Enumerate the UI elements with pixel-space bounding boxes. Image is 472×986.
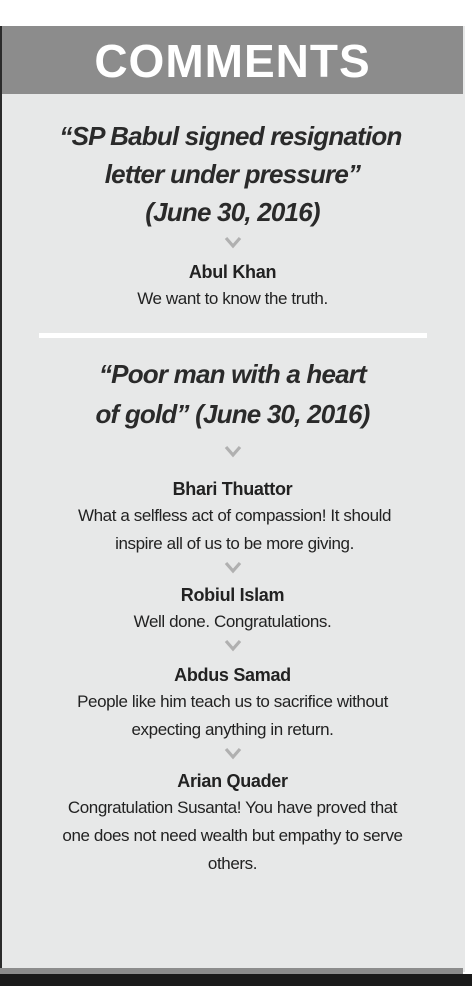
comments-content bbox=[2, 94, 463, 878]
comment-author: Robiul Islam bbox=[180, 585, 285, 605]
headline-line: (June 30, 2016) bbox=[145, 197, 320, 227]
comment-item bbox=[2, 476, 463, 558]
comment-item bbox=[2, 768, 463, 878]
comment-text: Well done. Congratulations. bbox=[133, 612, 332, 631]
comment-text: What a selfless act of compassion! It should inspire all of us to be more giving. bbox=[77, 506, 392, 553]
comment-item bbox=[2, 582, 463, 636]
article-headline bbox=[2, 354, 463, 434]
headline-line: of gold” (June 30, 2016) bbox=[95, 399, 370, 429]
chevron-down-icon bbox=[224, 746, 242, 766]
chevron-down-icon bbox=[224, 638, 242, 658]
chevron-down-icon bbox=[224, 235, 242, 255]
comment-item bbox=[2, 662, 463, 744]
comment-text: We want to know the truth. bbox=[137, 289, 328, 308]
comment-author: Bhari Thuattor bbox=[172, 479, 293, 499]
article-headline bbox=[2, 117, 463, 231]
comment-item bbox=[2, 259, 463, 313]
headline-line: “Poor man with a heart bbox=[98, 359, 366, 389]
chevron-down-icon bbox=[224, 444, 242, 464]
bottom-edge bbox=[0, 974, 472, 986]
comment-section bbox=[2, 338, 463, 878]
comment-text: Congratulation Susanta! You have proved that one does not need wealth but empathy to serve others. bbox=[62, 798, 403, 873]
chevron-down-icon bbox=[224, 560, 242, 580]
comment-author: Abul Khan bbox=[188, 262, 277, 282]
comment-text: People like him teach us to sacrifice without expecting anything in return. bbox=[77, 692, 388, 739]
comment-author: Abdus Samad bbox=[174, 665, 291, 685]
comment-author: Arian Quader bbox=[177, 771, 288, 791]
headline-line: letter under pressure” bbox=[104, 159, 361, 189]
comments-banner: COMMENTS bbox=[2, 26, 463, 94]
comment-section bbox=[2, 94, 463, 313]
headline-line: “SP Babul signed resignation bbox=[59, 121, 402, 151]
